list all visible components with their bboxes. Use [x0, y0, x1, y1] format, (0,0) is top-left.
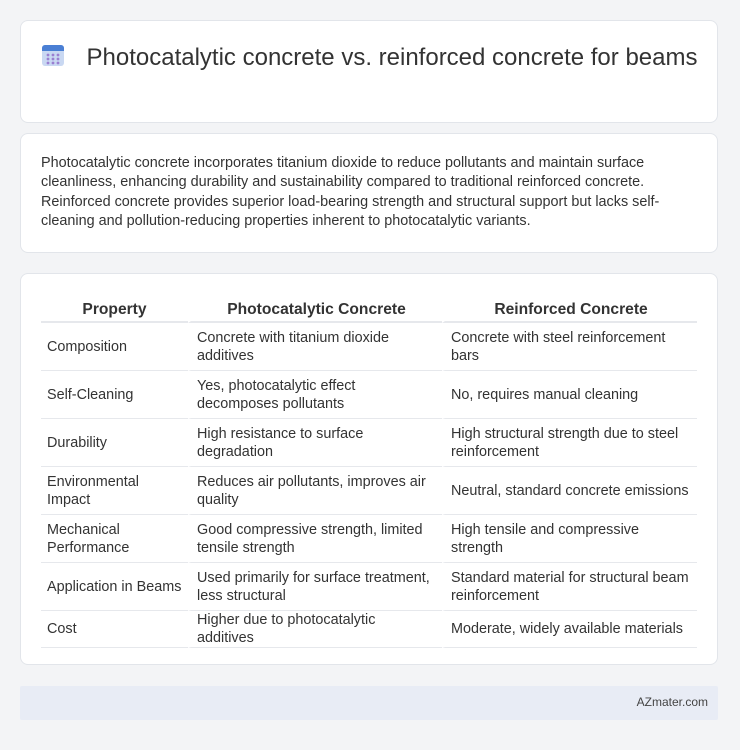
photocatalytic-cell: Used primarily for surface treatment, less structural [188, 563, 442, 611]
page-title-row [21, 43, 717, 72]
photocatalytic-cell: Concrete with titanium dioxide additives [188, 323, 442, 371]
table-row [41, 323, 697, 371]
property-cell: Cost [41, 611, 188, 648]
photocatalytic-cell: Yes, photocatalytic effect decomposes pollutants [188, 371, 442, 419]
comparison-table [41, 294, 697, 648]
calendar-icon [41, 43, 65, 67]
summary-card [20, 133, 718, 253]
header-property: Property [41, 294, 188, 323]
table-row [41, 611, 697, 648]
page-title: Photocatalytic concrete vs. reinforced concrete for beams [86, 44, 698, 71]
footer-brand-link[interactable]: AZmater.com [636, 695, 708, 709]
photocatalytic-cell: Reduces air pollutants, improves air quality [188, 467, 442, 515]
comparison-card [20, 273, 718, 665]
property-cell: Environmental Impact [41, 467, 188, 515]
table-row [41, 467, 697, 515]
header-photocatalytic: Photocatalytic Concrete [188, 294, 442, 323]
table-row [41, 515, 697, 563]
table-row [41, 371, 697, 419]
photocatalytic-cell: High resistance to surface degradation [188, 419, 442, 467]
property-cell: Application in Beams [41, 563, 188, 611]
header-reinforced: Reinforced Concrete [442, 294, 697, 323]
photocatalytic-cell: Good compressive strength, limited tensile strength [188, 515, 442, 563]
reinforced-cell: High structural strength due to steel reinforcement [442, 419, 697, 467]
property-cell: Mechanical Performance [41, 515, 188, 563]
table-header-row [41, 294, 697, 323]
footer-bar [20, 686, 718, 720]
reinforced-cell: High tensile and compressive strength [442, 515, 697, 563]
property-cell: Self-Cleaning [41, 371, 188, 419]
reinforced-cell: Moderate, widely available materials [442, 611, 697, 648]
reinforced-cell: No, requires manual cleaning [442, 371, 697, 419]
reinforced-cell: Concrete with steel reinforcement bars [442, 323, 697, 371]
reinforced-cell: Standard material for structural beam reinforcement [442, 563, 697, 611]
title-card [20, 20, 718, 123]
summary-text: Photocatalytic concrete incorporates titanium dioxide to reduce pollutants and maintain surface cleanliness, enhancing durability and sustainability compared to traditional reinforced concrete. Reinforced concrete provides superior load-bearing strength and structural support but lacks self-cleaning and pollution-reducing properties inherent to photocatalytic variants. [41, 155, 660, 230]
property-cell: Composition [41, 323, 188, 371]
property-cell: Durability [41, 419, 188, 467]
reinforced-cell: Neutral, standard concrete emissions [442, 467, 697, 515]
table-row [41, 419, 697, 467]
table-row [41, 563, 697, 611]
photocatalytic-cell: Higher due to photocatalytic additives [188, 611, 442, 648]
